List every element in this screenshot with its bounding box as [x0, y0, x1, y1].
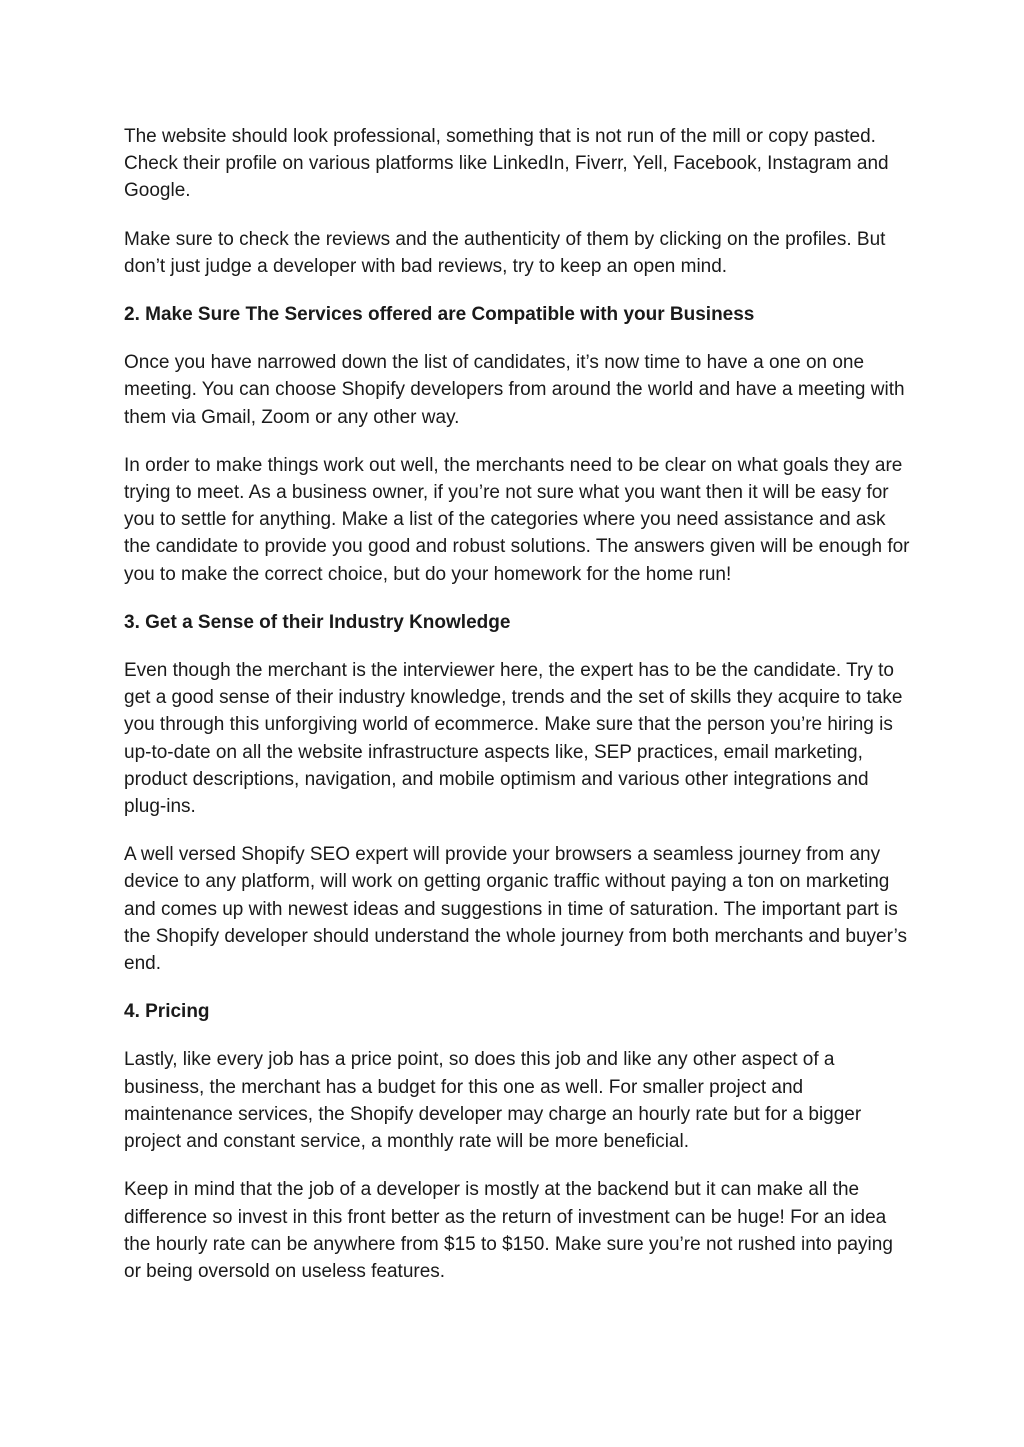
document-body [124, 123, 914, 1306]
paragraph-price-point: Lastly, like every job has a price point, so does this job and like any other aspect of a business, the merchant has a budget for this one as well. For smaller project and maintenance services, the Shopify developer may charge an hourly rate but for a bigger project and constant service, a monthly rate will be more beneficial. [124, 1049, 862, 1153]
paragraph-clear-goals: In order to make things work out well, the merchants need to be clear on what goals they are trying to meet. As a business owner, if you’re not sure what you want then it will be easy for you to settle for anything. Make a list of the categories where you need assistance and ask the candidate to provide you good and robust solutions. The answers given will be enough for you to make the correct choice, but do your homework for the home run! [124, 454, 910, 585]
heading-industry-knowledge: 3. Get a Sense of their Industry Knowledge [124, 611, 511, 633]
paragraph-check-reviews: Make sure to check the reviews and the authenticity of them by clicking on the profiles. But don’t just judge a developer with bad reviews, try to keep an open mind. [124, 228, 886, 277]
paragraph-keep-in-mind: Keep in mind that the job of a developer is mostly at the backend but it can make all the difference so invest in this front better as the return of investment can be huge! For an idea the hourly rate can be anywhere from $15 to $150. Make sure you’re not rushed into paying or being oversold on useless features. [124, 1179, 893, 1282]
paragraph-website-professional: The website should look professional, something that is not run of the mill or copy pasted. Check their profile on various platforms like LinkedIn, Fiverr, Yell, Facebook, Instagram and Google. [124, 126, 889, 202]
paragraph-interviewer: Even though the merchant is the interviewer here, the expert has to be the candidate. Try to get a good sense of their industry knowledge, trends and the set of skills they acquire to take you through this unforgiving world of ecommerce. Make sure that the person you’re hiring is up-to-date on all the website infrastructure aspects like, SEP practices, email marketing, product descriptions, navigation, and mobile optimism and various other integrations and plug-ins. [124, 660, 903, 818]
heading-pricing: 4. Pricing [124, 1001, 210, 1023]
heading-services-compatible: 2. Make Sure The Services offered are Compatible with your Business [124, 304, 755, 326]
paragraph-seo-expert: A well versed Shopify SEO expert will provide your browsers a seamless journey from any device to any platform, will work on getting organic traffic without paying a ton on marketing and comes up with newest ideas and suggestions in time of saturation. The important part is the Shopify developer should understand the whole journey from both merchants and buyer’s end. [124, 844, 908, 975]
paragraph-narrowed-list: Once you have narrowed down the list of candidates, it’s now time to have a one on one meeting. You can choose Shopify developers from around the world and have a meeting with them via Gmail, Zoom or any other way. [124, 352, 905, 428]
